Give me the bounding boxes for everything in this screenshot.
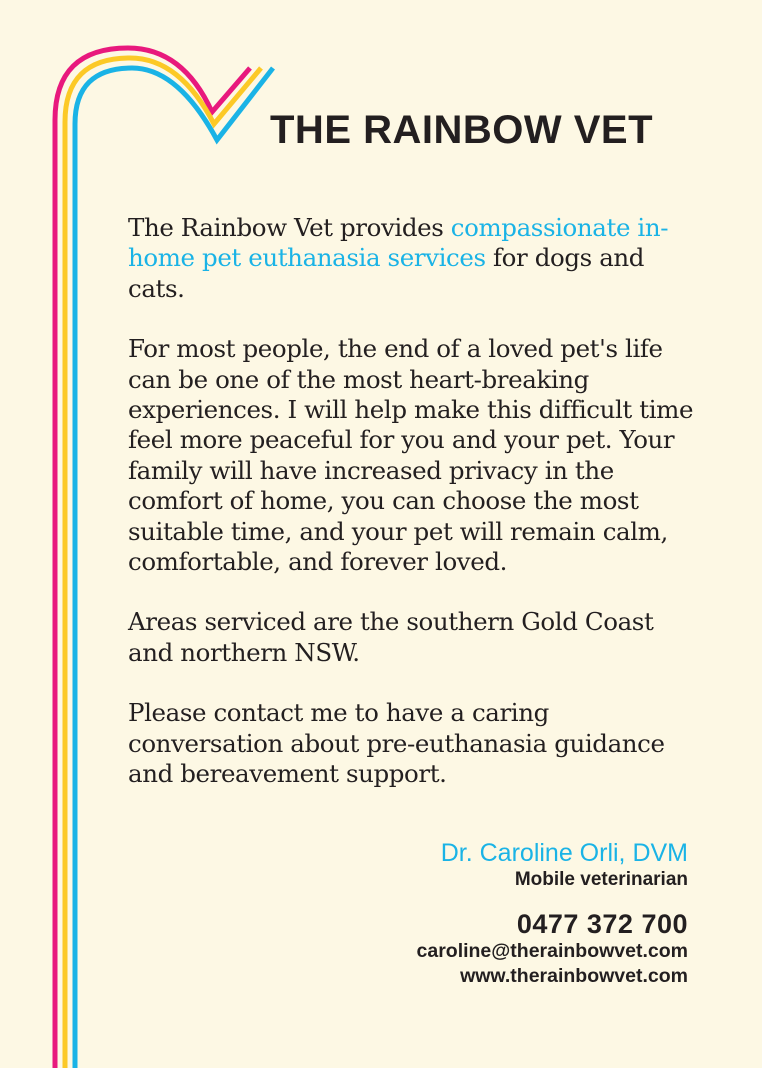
email-link[interactable]: caroline@therainbowvet.com — [416, 940, 688, 962]
service-area-paragraph: Areas serviced are the southern Gold Coast and northern NSW. — [128, 607, 654, 667]
intro-text-end: for dogs and cats. — [128, 243, 645, 303]
contact-invite-paragraph: Please contact me to have a caring conversation about pre-euthanasia guidance and bereavement support. — [128, 698, 665, 789]
body-text — [128, 213, 703, 820]
experience-paragraph: For most people, the end of a loved pet's life can be one of the most heart-breaking experiences. I will help make this difficult time feel more peaceful for you and your pet. Your family will have increased privacy in the comfort of home, you can choose the most suitable time, and your pet will remain calm, comfortable, and forever loved. — [128, 334, 694, 577]
vet-role: Mobile veterinarian — [514, 869, 688, 890]
vet-name: Dr. Caroline Orli, DVM — [440, 839, 688, 867]
phone-number[interactable]: 0477 372 700 — [516, 909, 688, 939]
website-link[interactable]: www.therainbowvet.com — [460, 965, 688, 987]
services-highlight: compassionate in-home pet euthanasia services — [128, 213, 669, 273]
intro-paragraph — [128, 213, 703, 304]
brand-title: THE RAINBOW VET — [270, 108, 654, 152]
intro-text-start: The Rainbow Vet provides — [128, 213, 451, 242]
contact-block — [417, 838, 689, 989]
